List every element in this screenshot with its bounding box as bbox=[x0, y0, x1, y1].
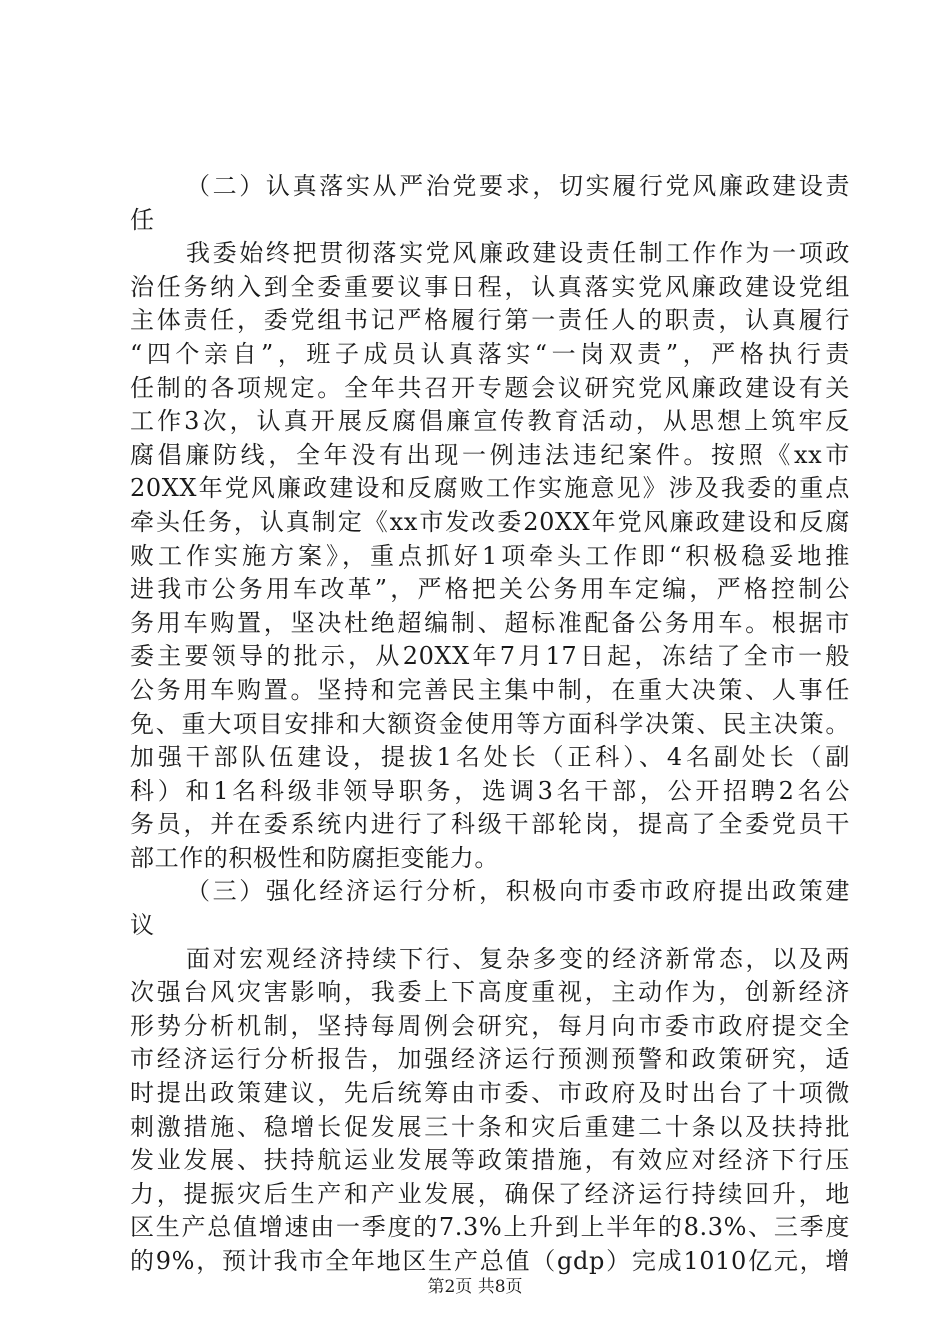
text-line: 务用车购置，坚决杜绝超编制、超标准配备公务用车。根据市 bbox=[130, 608, 850, 637]
section-heading-3 bbox=[130, 875, 850, 942]
text-line: 刺激措施、稳增长促发展三十条和灾后重建二十条以及扶持批 bbox=[130, 1112, 850, 1141]
text-line: 败工作实施方案》，重点抓好1项牵头工作即“积极稳妥地推 bbox=[130, 541, 850, 570]
text-line: 面对宏观经济持续下行、复杂多变的经济新常态，以及两 bbox=[186, 944, 850, 973]
document-body bbox=[130, 170, 850, 1279]
text-line: 部工作的积极性和防腐拒变能力。 bbox=[130, 843, 499, 872]
text-line: 20XX年党风廉政建设和反腐败工作实施意见》涉及我委的重点 bbox=[130, 474, 850, 503]
text-line: 公务用车购置。坚持和完善民主集中制，在重大决策、人事任 bbox=[130, 675, 850, 704]
text-line: 时提出政策建议，先后统筹由市委、市政府及时出台了十项微 bbox=[130, 1079, 850, 1108]
body-paragraph bbox=[130, 237, 850, 875]
text-line: 治任务纳入到全委重要议事日程，认真落实党风廉政建设党组 bbox=[130, 272, 850, 301]
text-line: 腐倡廉防线，全年没有出现一例违法违纪案件。按照《xx市 bbox=[130, 440, 850, 469]
text-line: 次强台风灾害影响，我委上下高度重视，主动作为，创新经济 bbox=[130, 978, 850, 1007]
text-line: （三）强化经济运行分析，积极向市委市政府提出政策建 bbox=[186, 877, 850, 906]
text-line: 工作3次，认真开展反腐倡廉宣传教育活动，从思想上筑牢反 bbox=[130, 407, 850, 436]
section-heading-2 bbox=[130, 170, 850, 237]
text-line: 加强干部队伍建设，提拔1名处长（正科）、4名副处长（副 bbox=[130, 743, 850, 772]
text-line: 发业发展、扶持航运业发展等政策措施，有效应对经济下行压 bbox=[130, 1146, 850, 1175]
text-line: 任 bbox=[130, 205, 155, 234]
text-line: 牵头任务，认真制定《xx市发改委20XX年党风廉政建设和反腐 bbox=[130, 507, 850, 536]
text-line: （二）认真落实从严治党要求，切实履行党风廉政建设责 bbox=[186, 172, 850, 200]
body-paragraph bbox=[130, 943, 850, 1279]
text-line: 议 bbox=[130, 911, 155, 940]
text-line: 区生产总值增速由一季度的7.3%上升到上半年的8.3%、三季度 bbox=[130, 1213, 850, 1242]
text-line: 主体责任，委党组书记严格履行第一责任人的职责，认真履行 bbox=[130, 306, 850, 335]
page-number-label: 第2页 共8页 bbox=[427, 1277, 523, 1297]
text-line: 力，提振灾后生产和产业发展，确保了经济运行持续回升，地 bbox=[130, 1179, 850, 1208]
text-line: 的9%，预计我市全年地区生产总值（gdp）完成1010亿元，增 bbox=[130, 1247, 850, 1275]
text-line: “四个亲自”，班子成员认真落实“一岗双责”，严格执行责 bbox=[130, 339, 850, 368]
text-line: 任制的各项规定。全年共召开专题会议研究党风廉政建设有关 bbox=[130, 373, 850, 402]
text-line: 进我市公务用车改革”，严格把关公务用车定编，严格控制公 bbox=[130, 575, 850, 604]
text-line: 务员，并在委系统内进行了科级干部轮岗，提高了全委党员干 bbox=[130, 810, 850, 839]
page-footer bbox=[0, 1277, 950, 1297]
text-line: 市经济运行分析报告，加强经济运行预测预警和政策研究，适 bbox=[130, 1045, 850, 1074]
text-line: 科）和1名科级非领导职务，选调3名干部，公开招聘2名公 bbox=[130, 776, 850, 805]
text-line: 委主要领导的批示，从20XX年7月17日起，冻结了全市一般 bbox=[130, 642, 850, 671]
text-line: 免、重大项目安排和大额资金使用等方面科学决策、民主决策。 bbox=[130, 709, 850, 738]
text-line: 我委始终把贯彻落实党风廉政建设责任制工作作为一项政 bbox=[186, 239, 850, 268]
text-line: 形势分析机制，坚持每周例会研究，每月向市委市政府提交全 bbox=[130, 1011, 850, 1040]
